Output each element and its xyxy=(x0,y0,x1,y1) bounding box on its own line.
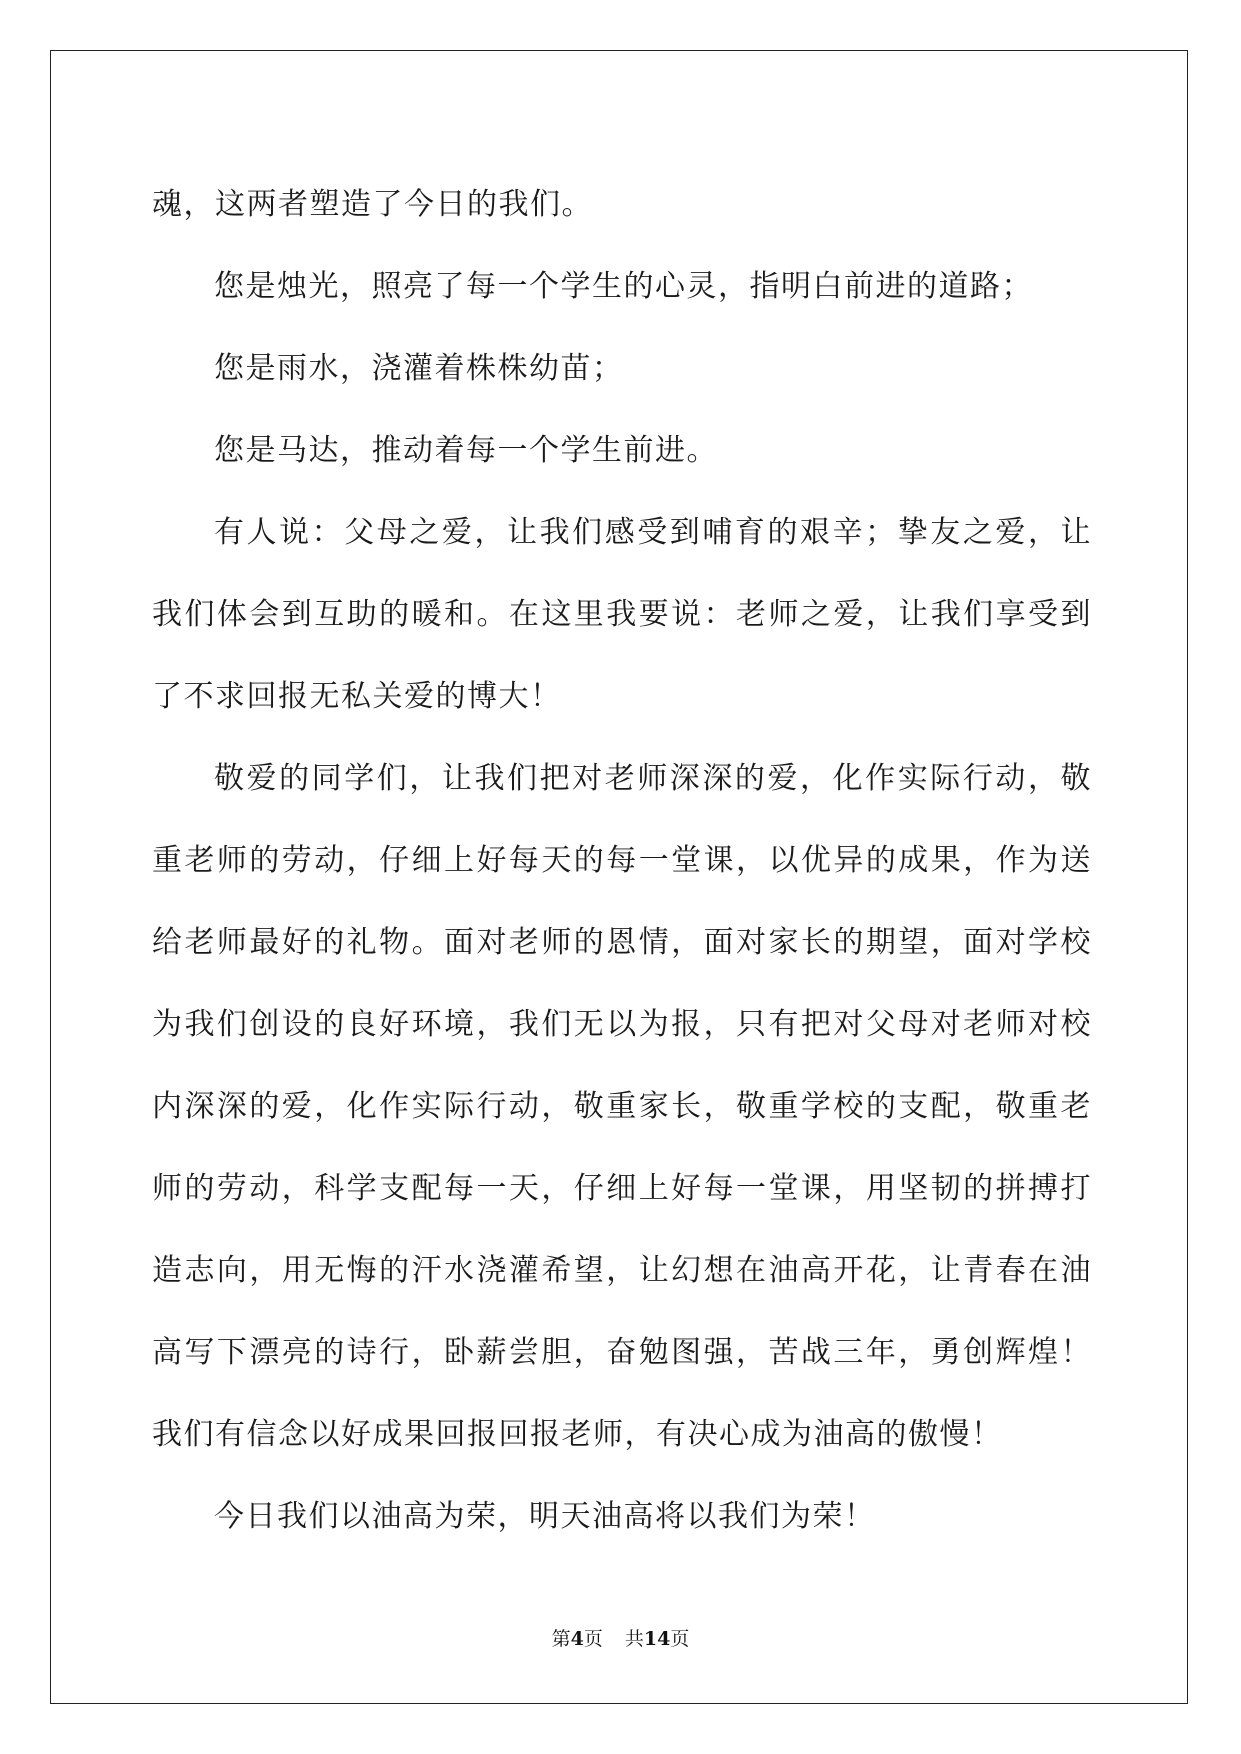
paragraph: 您是马达，推动着每一个学生前进。 xyxy=(214,433,718,468)
page-footer xyxy=(0,1624,1241,1651)
paragraph: 您是烛光，照亮了每一个学生的心灵，指明白前进的道路； xyxy=(214,269,1033,304)
document-body xyxy=(152,164,1092,1558)
footer-total-prefix: 共 xyxy=(624,1628,644,1650)
paragraph: 今日我们以油高为荣，明天油高将以我们为荣！ xyxy=(214,1499,876,1534)
footer-prefix: 第 xyxy=(551,1628,571,1650)
page-number: 4 xyxy=(570,1628,584,1650)
footer-total-suffix: 页 xyxy=(670,1628,690,1650)
footer-page-suffix: 页 xyxy=(583,1628,603,1650)
paragraph: 有人说：父母之爱，让我们感受到哺育的艰辛；挚友之爱，让我们体会到互助的暖和。在这里我要说：老师之爱，让我们享受到了不求回报无私关爱的博大！ xyxy=(152,515,1092,714)
paragraph: 敬爱的同学们，让我们把对老师深深的爱，化作实际行动，敬重老师的劳动，仔细上好每天的每一堂课，以优异的成果，作为送给老师最好的礼物。面对老师的恩情，面对家长的期望，面对学校为我们创设的良好环境，我们无以为报，只有把对父母对老师对校内深深的爱，化作实际行动，敬重家长，敬重学校的支配，敬重老师的劳动，科学支配每一天，仔细上好每一堂课，用坚韧的拼搏打造志向，用无悔的汗水浇灌希望，让幻想在油高开花，让青春在油高写下漂亮的诗行，卧薪尝胆，奋勉图强，苦战三年，勇创辉煌！我们有信念以好成果回报回报老师，有决心成为油高的傲慢！ xyxy=(152,761,1092,1452)
paragraph: 魂，这两者塑造了今日的我们。 xyxy=(152,187,593,222)
paragraph: 您是雨水，浇灌着株株幼苗； xyxy=(214,351,624,386)
total-pages: 14 xyxy=(643,1628,671,1650)
